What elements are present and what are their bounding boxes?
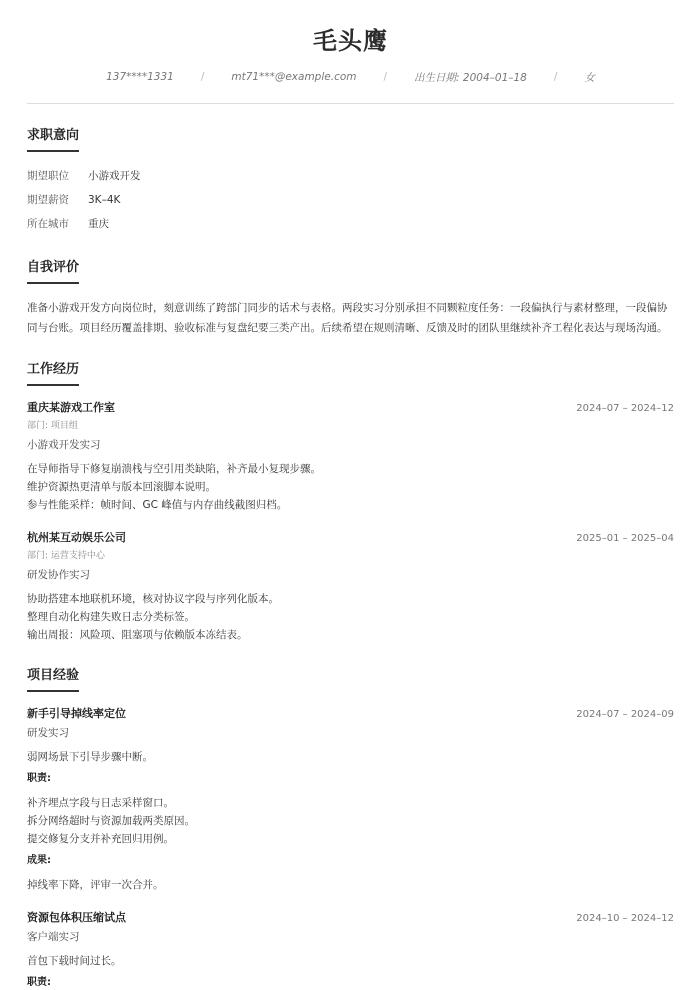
intent-value: 重庆 [88, 218, 109, 230]
project-name: 新手引导掉线率定位 [27, 707, 126, 720]
intent-label: 期望薪资 [27, 194, 69, 206]
intent-value: 3K–4K [88, 194, 121, 206]
candidate-name: 毛头鹰 [313, 27, 388, 55]
work-bullet: 维护资源热更清单与版本回滚脚本说明。 [27, 481, 216, 493]
work-role: 研发协作实习 [27, 569, 90, 581]
project-role: 研发实习 [27, 727, 69, 739]
section-title-projects: 项目经验 [27, 667, 79, 692]
work-date-range: 2025–01 – 2025–04 [576, 533, 674, 544]
intent-row [27, 212, 674, 236]
work-entry-header [27, 530, 674, 546]
contact-bar [27, 69, 674, 85]
section-title-intent: 求职意向 [27, 127, 79, 152]
intent-value: 小游戏开发 [88, 170, 141, 182]
section-work-experience [27, 358, 674, 644]
section-title-work: 工作经历 [27, 361, 79, 386]
company-name: 杭州某互动娱乐公司 [27, 531, 126, 544]
intent-row [27, 164, 674, 188]
contact-email: mt71***@example.com [231, 71, 357, 83]
work-bullets [27, 590, 674, 644]
header-divider [27, 103, 674, 104]
duty-label: 职责: [27, 977, 51, 988]
project-role: 客户端实习 [27, 931, 80, 943]
project-date-range: 2024–07 – 2024–09 [576, 709, 674, 720]
work-role: 小游戏开发实习 [27, 439, 101, 451]
intent-label: 期望职位 [27, 170, 69, 182]
intent-label: 所在城市 [27, 218, 69, 230]
project-description [27, 952, 674, 970]
project-description [27, 748, 674, 766]
project-entry-header [27, 706, 674, 722]
section-job-intent [27, 124, 674, 236]
project-entry [27, 706, 674, 894]
project-desc-text: 弱网场景下引导步骤中断。 [27, 751, 153, 763]
work-department: 部门: 项目组 [27, 421, 78, 431]
project-entry [27, 910, 674, 990]
duty-list [27, 794, 674, 848]
section-title-self: 自我评价 [27, 259, 79, 284]
work-bullet: 在导师指导下修复崩溃栈与空引用类缺陷，补齐最小复现步骤。 [27, 463, 321, 475]
duty-item: 补齐埋点字段与日志采样窗口。 [27, 797, 174, 809]
contact-birth: 出生日期: 2004–01–18 [414, 71, 527, 84]
work-bullet: 参与性能采样：帧时间、GC 峰值与内存曲线截图归档。 [27, 499, 288, 511]
work-bullet: 协助搭建本地联机环境，核对协议字段与序列化版本。 [27, 593, 279, 605]
work-bullets [27, 460, 674, 514]
work-entry [27, 530, 674, 644]
work-entry-header [27, 400, 674, 416]
result-list [27, 876, 674, 894]
work-date-range: 2024–07 – 2024–12 [576, 403, 674, 414]
project-entry-header [27, 910, 674, 926]
contact-phone: 137****1331 [106, 71, 174, 83]
work-bullet: 整理自动化构建失败日志分类标签。 [27, 611, 195, 623]
project-date-range: 2024–10 – 2024–12 [576, 913, 674, 924]
project-name: 资源包体积压缩试点 [27, 911, 126, 924]
intent-list [27, 164, 674, 236]
contact-separator: / [200, 71, 205, 83]
contact-separator: / [553, 71, 558, 83]
result-item: 掉线率下降，评审一次合并。 [27, 879, 164, 891]
work-department: 部门: 运营支持中心 [27, 551, 105, 561]
company-name: 重庆某游戏工作室 [27, 401, 115, 414]
work-entry [27, 400, 674, 514]
section-projects [27, 664, 674, 990]
duty-label: 职责: [27, 773, 51, 784]
work-bullet: 输出周报：风险项、阻塞项与依赖版本冻结表。 [27, 629, 248, 641]
self-evaluation-text: 准备小游戏开发方向岗位时，刻意训练了跨部门同步的话术与表格。两段实习分别承担不同颗粒度任务：一段偏执行与素材整理，一段偏协同与台账。项目经历覆盖排期、验收标准与复盘纪要三类产出。后续希望在规则清晰、反馈及时的团队里继续补齐工程化表达与现场沟通。 [27, 302, 668, 334]
contact-separator: / [383, 71, 388, 83]
contact-gender: 女 [584, 71, 595, 84]
duty-item: 拆分网络超时与资源加载两类原因。 [27, 815, 195, 827]
result-label: 成果: [27, 855, 51, 866]
section-self-evaluation [27, 256, 674, 338]
project-desc-text: 首包下载时间过长。 [27, 955, 122, 967]
intent-row [27, 188, 674, 212]
duty-item: 提交修复分支并补充回归用例。 [27, 833, 174, 845]
